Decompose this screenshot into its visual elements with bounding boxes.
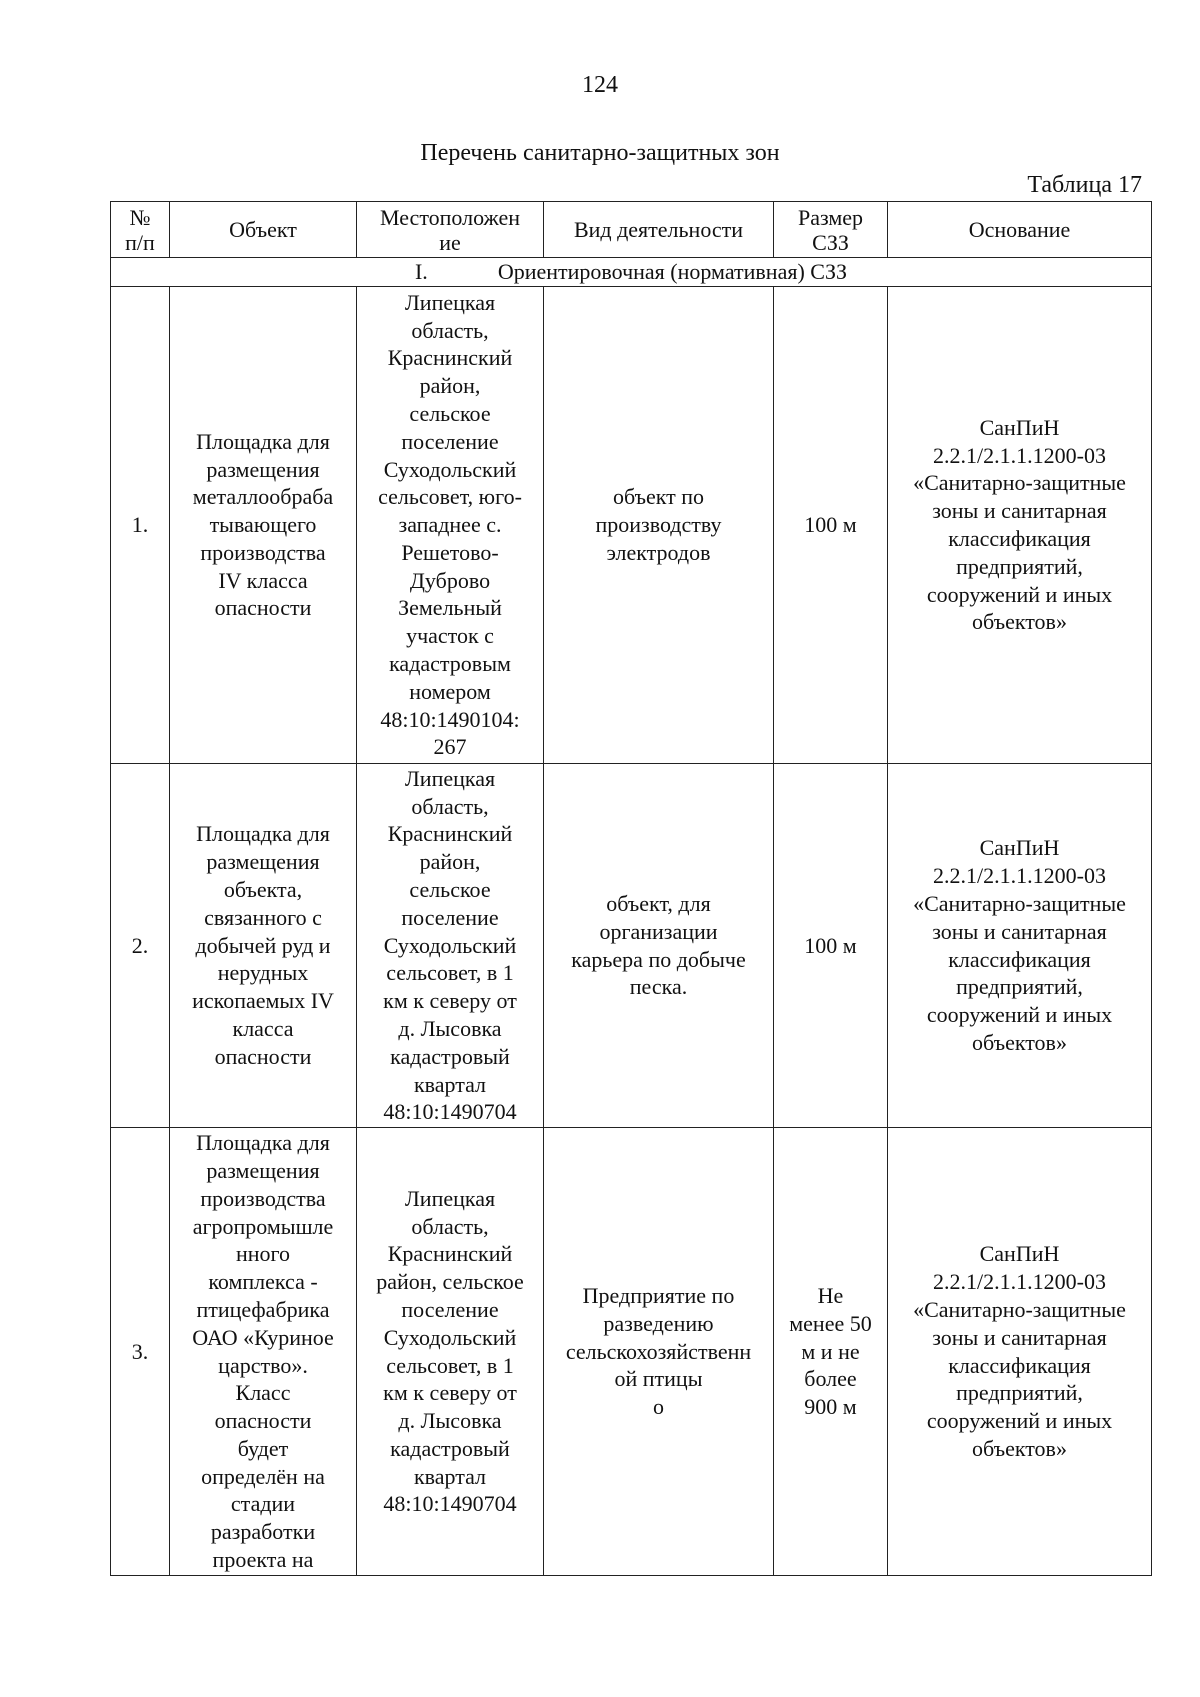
header-activity: Вид деятельности — [544, 202, 774, 258]
section-title — [111, 258, 1152, 287]
table-row — [111, 764, 1152, 1128]
header-location: Местоположен ие — [357, 202, 544, 258]
row-object: Площадка для размещения металлообраба тывающего производства IV класса опасности — [170, 287, 357, 764]
header-basis: Основание — [888, 202, 1152, 258]
row-size: 100 м — [774, 287, 888, 764]
table-row — [111, 1128, 1152, 1576]
header-object: Объект — [170, 202, 357, 258]
row-activity: объект, для организации карьера по добыче песка. — [544, 764, 774, 1128]
header-num: № п/п — [111, 202, 170, 258]
section-number: I. — [414, 259, 428, 284]
header-size: Размер СЗЗ — [774, 202, 888, 258]
section-row — [111, 258, 1152, 287]
row-location: Липецкая область, Краснинский район, сельское поселение Суходольский сельсовет, в 1 км к северу от д. Лысовка кадастровый квартал 48:10:1490704 — [357, 764, 544, 1128]
row-basis: СанПиН 2.2.1/2.1.1.1200-03 «Санитарно-защитные зоны и санитарная классификация предприятий, сооружений и иных объектов» — [888, 287, 1152, 764]
row-size: 100 м — [774, 764, 888, 1128]
table-header-row — [111, 202, 1152, 258]
page-number: 124 — [582, 72, 618, 98]
row-size: Не менее 50 м и не более 900 м — [774, 1128, 888, 1576]
row-activity: объект по производству электродов — [544, 287, 774, 764]
document-title: Перечень санитарно-защитных зон — [420, 140, 780, 166]
table-row — [111, 287, 1152, 764]
row-num: 3. — [111, 1128, 170, 1576]
row-num: 1. — [111, 287, 170, 764]
row-num: 2. — [111, 764, 170, 1128]
row-basis: СанПиН 2.2.1/2.1.1.1200-03 «Санитарно-защитные зоны и санитарная классификация предприятий, сооружений и иных объектов» — [888, 1128, 1152, 1576]
row-activity: Предприятие по разведению сельскохозяйственн ой птицы о — [544, 1128, 774, 1576]
row-location: Липецкая область, Краснинский район, сельское поселение Суходольский сельсовет, юго- западнее с. Решетово- Дуброво Земельный участок с кадастровым номером 48:10:1490104: 267 — [357, 287, 544, 764]
row-location: Липецкая область, Краснинский район, сельское поселение Суходольский сельсовет, в 1 км к северу от д. Лысовка кадастровый квартал 48:10:1490704 — [357, 1128, 544, 1576]
section-label: Ориентировочная (нормативная) СЗЗ — [497, 259, 847, 284]
row-object: Площадка для размещения производства агропромышле нного комплекса - птицефабрика ОАО «Куриное царство». Класс опасности будет определён на стадии разработки проекта на — [170, 1128, 357, 1576]
table-label: Таблица 17 — [1027, 172, 1142, 198]
row-basis: СанПиН 2.2.1/2.1.1.1200-03 «Санитарно-защитные зоны и санитарная классификация предприятий, сооружений и иных объектов» — [888, 764, 1152, 1128]
row-object: Площадка для размещения объекта, связанного с добычей руд и нерудных ископаемых IV класса опасности — [170, 764, 357, 1128]
sanitary-zones-table — [110, 201, 1152, 1576]
